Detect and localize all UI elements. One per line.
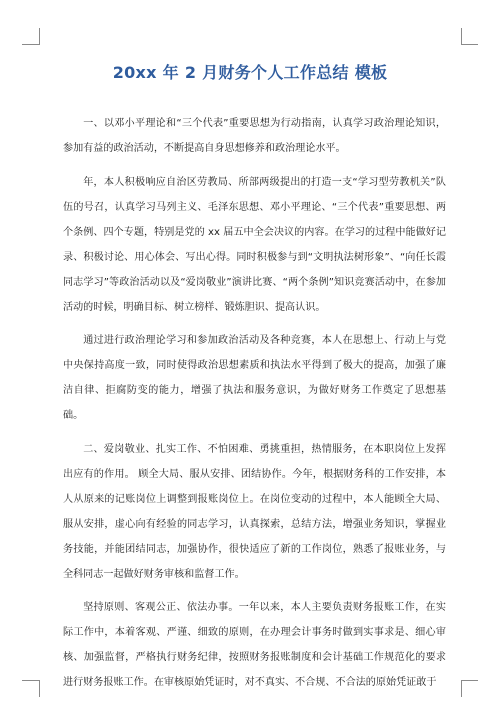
paragraph: 坚持原则、客观公正、依法办事。一年以来，本人主要负责财务报账工作，在实际工作中，本着客观、严谨、细致的原则，在办理会计事务时做到实事求是、细心审核、加强监督，严格执行财务纪律，按照财务报账制度和会计基础工作规范化的要求进行财务报账工作。在审核原始凭证时，对不真实、不合规、不合法的原始凭证敢于 bbox=[63, 602, 446, 688]
document-title: 20xx 年 2 月财务个人工作总结 模板 bbox=[112, 63, 388, 82]
paragraph: 一、以邓小平理论和“三个代表”重要思想为行动指南，认真学习政治理论知识，参加有益的政治活动，不断提高自身思想修养和政治理论水平。 bbox=[63, 118, 446, 154]
paragraph: 通过进行政治理论学习和参加政治活动及各种竞赛，本人在思想上、行动上与党中央保持高度一致，同时使得政治思想素质和执法水平得到了极大的提高，加强了廉洁自律、拒腐防变的能力，增强了执法和服务意识，为做好财务工作奠定了思想基础。 bbox=[63, 335, 446, 421]
paragraph: 二、爱岗敬业、扎实工作、不怕困难、勇挑重担，热情服务，在本职岗位上发挥出应有的作用。 顾全大局、服从安排、团结协作。今年，根据财务科的工作安排，本人从原来的记账岗位上调整到报账岗位上。在岗位变动的过程中，本人能顾全大局、服从安排，虚心向有经验的同志学习，认真探索，总结方法，增强业务知识，掌握业务技能，并能团结同志，加强协作，很快适应了新的工作岗位，熟悉了报账业务，与全科同志一起做好财务审核和监督工作。 bbox=[63, 443, 446, 580]
paragraph: 年，本人积极响应自治区劳教局、所部两级提出的打造一支“学习型劳教机关”队伍的号召，认真学习马列主义、毛泽东思想、邓小平理论、“三个代表”重要思想、两个条例、四个专题，特别是党的 xx 届五中全会决议的内容。在学习的过程中能做好记录、积极讨论、用心体会、写出心得。同时积极参与到“文明执法树形象”、“向任长霞同志学习”等政治活动以及“爱岗敬业”演讲比赛、“两个条例”知识竞赛活动中，在参加活动的时候，明确目标、树立榜样、锻炼胆识、提高认识。 bbox=[63, 176, 446, 313]
document-body bbox=[63, 111, 446, 704]
